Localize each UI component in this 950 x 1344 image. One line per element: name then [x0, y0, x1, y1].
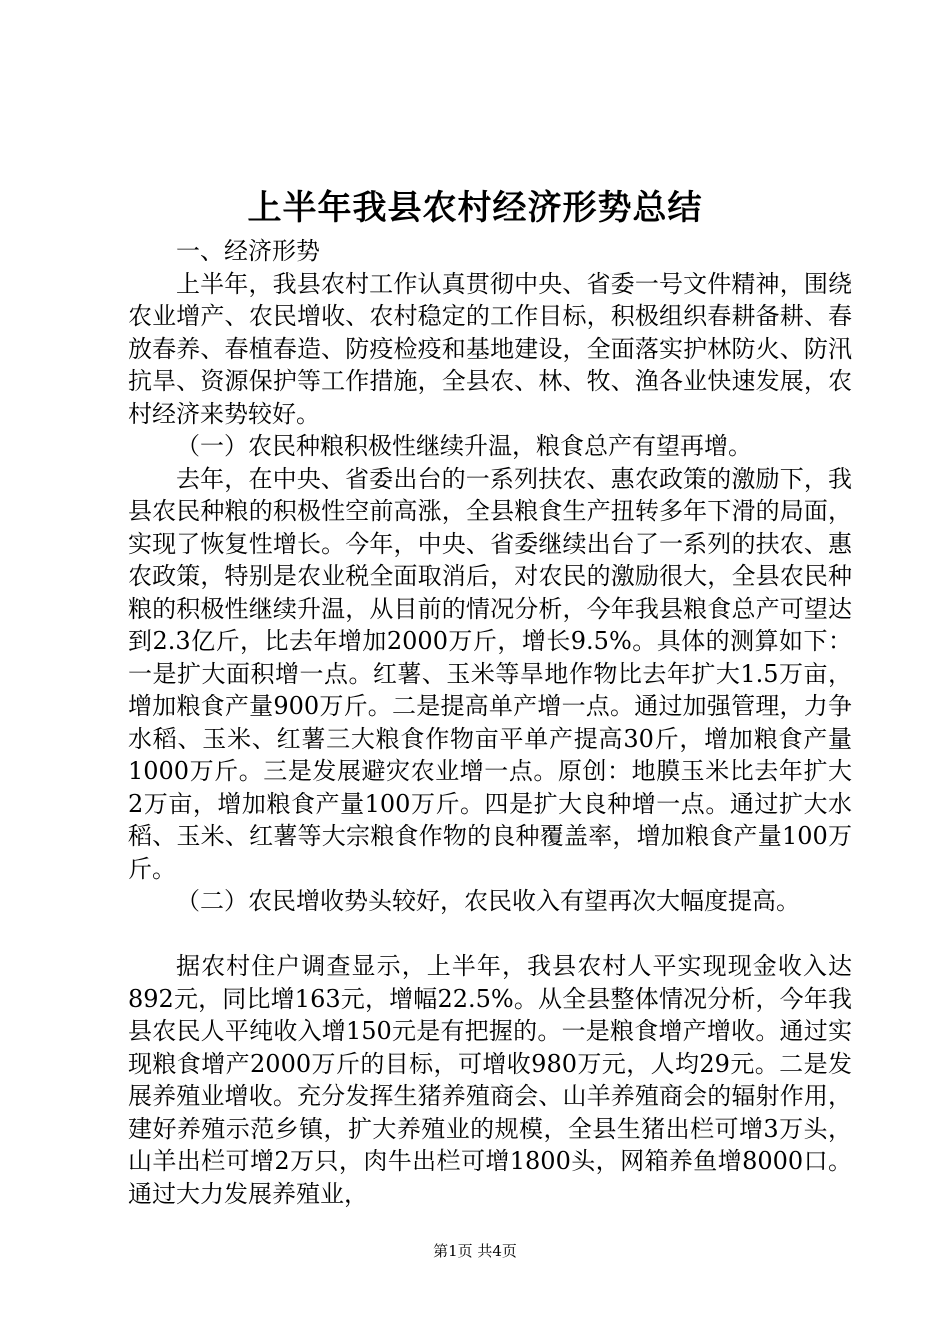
document-title: 上半年我县农村经济形势总结: [247, 188, 703, 228]
paragraph-income: 据农村住户调查显示，上半年，我县农村人平实现现金收入达892元，同比增163元，增幅22.5%。从全县整体情况分析，今年我县农民人平纯收入增150元是有把握的。一是粮食增产增收。通过实现粮食增产2000万斤的目标，可增收980万元，人均29元。二是发展养殖业增收。充分发挥生猪养殖商会、山羊养殖商会的辐射作用，建好养殖示范乡镇，扩大养殖业的规模，全县生猪出栏可增3万头，山羊出栏可增2万只，肉牛出栏可增1800头，网箱养鱼增8000口。通过大力发展养殖业，: [128, 952, 852, 1208]
section-heading: 一、经济形势: [176, 237, 320, 265]
page-footer: 第1页 共4页: [433, 1242, 517, 1260]
document-body: [128, 235, 852, 1210]
paragraph-grain: 去年，在中央、省委出台的一系列扶农、惠农政策的激励下，我县农民种粮的积极性空前高涨，全县粮食生产扭转多年下滑的局面，实现了恢复性增长。今年，中央、省委继续出台了一系列的扶农、惠农政策，特别是农业税全面取消后，对农民的激励很大，全县农民种粮的积极性继续升温，从目前的情况分析，今年我县粮食总产可望达到2.3亿斤，比去年增加2000万斤，增长9.5%。具体的测算如下：一是扩大面积增一点。红薯、玉米等旱地作物比去年扩大1.5万亩，增加粮食产量900万斤。二是提高单产增一点。通过加强管理，力争水稻、玉米、红薯三大粮食作物亩平单产提高30斤，增加粮食产量1000万斤。三是发展避灾农业增一点。原创：地膜玉米比去年扩大2万亩，增加粮食产量100万斤。四是扩大良种增一点。通过扩大水稻、玉米、红薯等大宗粮食作物的良种覆盖率，增加粮食产量100万斤。: [128, 464, 852, 883]
subsection-heading-2: （二）农民增收势头较好，农民收入有望再次大幅度提高。: [176, 887, 800, 915]
subsection-heading-1: （一）农民种粮积极性继续升温，粮食总产有望再增。: [176, 432, 752, 460]
paragraph-intro: 上半年，我县农村工作认真贯彻中央、省委一号文件精神，围绕农业增产、农民增收、农村稳定的工作目标，积极组织春耕备耕、春放春养、春植春造、防疫检疫和基地建设，全面落实护林防火、防汛抗旱、资源保护等工作措施，全县农、林、牧、渔各业快速发展，农村经济来势较好。: [128, 269, 852, 428]
